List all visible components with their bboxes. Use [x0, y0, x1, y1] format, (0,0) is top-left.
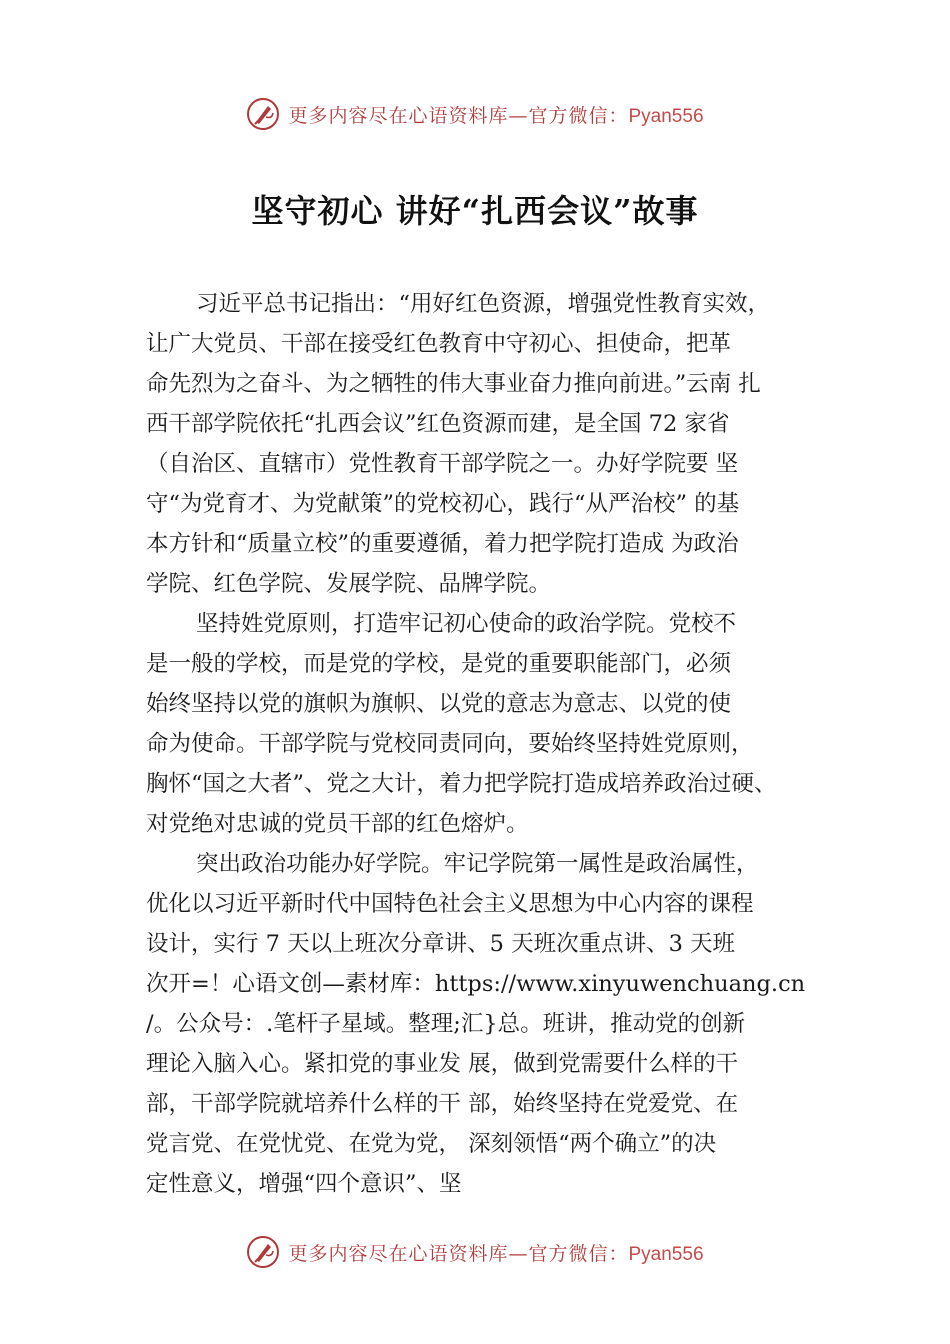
banner-text	[288, 101, 703, 128]
text-line: 部，干部学院就培养什么样的干 部，始终坚持在党爱党、在	[146, 1091, 739, 1117]
text-line: 定性意义，增强“四个意识”、坚	[146, 1171, 462, 1197]
banner-text	[288, 1239, 703, 1266]
text-line: 习近平总书记指出：“用好红色资源，增强党性教育实效，	[196, 291, 771, 317]
document-body	[146, 284, 836, 1204]
text-line: 优化以习近平新时代中国特色社会主义思想为中心内容的课程	[146, 891, 754, 917]
paragraph-3	[146, 844, 836, 1204]
text-line: 党言党、在党忧党、在党为党， 深刻领悟“两个确立”的决	[146, 1131, 717, 1157]
text-line: 命为使命。干部学院与党校同责同向，要始终坚持姓党原则，	[146, 731, 754, 757]
text-line: 坚持姓党原则，打造牢记初心使命的政治学院。党校不	[196, 611, 737, 637]
header-banner	[0, 94, 950, 134]
paragraph-2	[146, 604, 836, 844]
banner-promo-text: 更多内容尽在心语资料库—官方微信：	[288, 104, 629, 127]
text-line: 理论入脑入心。紧扣党的事业发 展，做到党需要什么样的干	[146, 1051, 739, 1077]
quill-logo-icon	[246, 97, 280, 131]
text-line: 次开=！心语文创—素材库：https://www.xinyuwenchuang.cn	[146, 971, 806, 997]
banner-wechat-handle: Pyan556	[628, 105, 704, 127]
paragraph-1	[146, 284, 836, 604]
text-line: 胸怀“国之大者”、党之大计，着力把学院打造成培养政治过硬、	[146, 771, 777, 797]
text-line: 突出政治功能办好学院。牢记学院第一属性是政治属性，	[196, 851, 759, 877]
banner-wechat-handle: Pyan556	[628, 1243, 704, 1265]
text-line: 守“为党育才、为党献策”的党校初心，践行“从严治校” 的基	[146, 491, 740, 517]
text-line: 命先烈为之奋斗、为之牺牲的伟大事业奋力推向前进。”云南 扎	[146, 371, 761, 397]
document-title: 坚守初心 讲好“扎西会议”故事	[251, 192, 699, 230]
text-line: 是一般的学校，而是党的学校，是党的重要职能部门，必须	[146, 651, 732, 677]
text-line: 设计，实行 7 天以上班次分章讲、5 天班次重点讲、3 天班	[146, 931, 736, 957]
text-line: 西干部学院依托“扎西会议”红色资源而建，是全国 72 家省	[146, 411, 730, 437]
text-line: 本方针和“质量立校”的重要遵循，着力把学院打造成 为政治	[146, 531, 739, 557]
text-line: 学院、红色学院、发展学院、品牌学院。	[146, 571, 552, 597]
text-line: 让广大党员、干部在接受红色教育中守初心、担使命，把革	[146, 331, 732, 357]
banner-promo-text: 更多内容尽在心语资料库—官方微信：	[288, 1242, 629, 1265]
footer-banner	[0, 1232, 950, 1272]
text-line: /。公众号：.笔杆子星域。整理;汇}总。班讲，推动党的创新	[146, 1011, 746, 1037]
text-line: 对党绝对忠诚的党员干部的红色熔炉。	[146, 811, 529, 837]
text-line: 始终坚持以党的旗帜为旗帜、以党的意志为意志、以党的使	[146, 691, 732, 717]
quill-logo-icon	[246, 1235, 280, 1269]
text-line: （自治区、直辖市）党性教育干部学院之一。办好学院要 坚	[146, 451, 739, 477]
